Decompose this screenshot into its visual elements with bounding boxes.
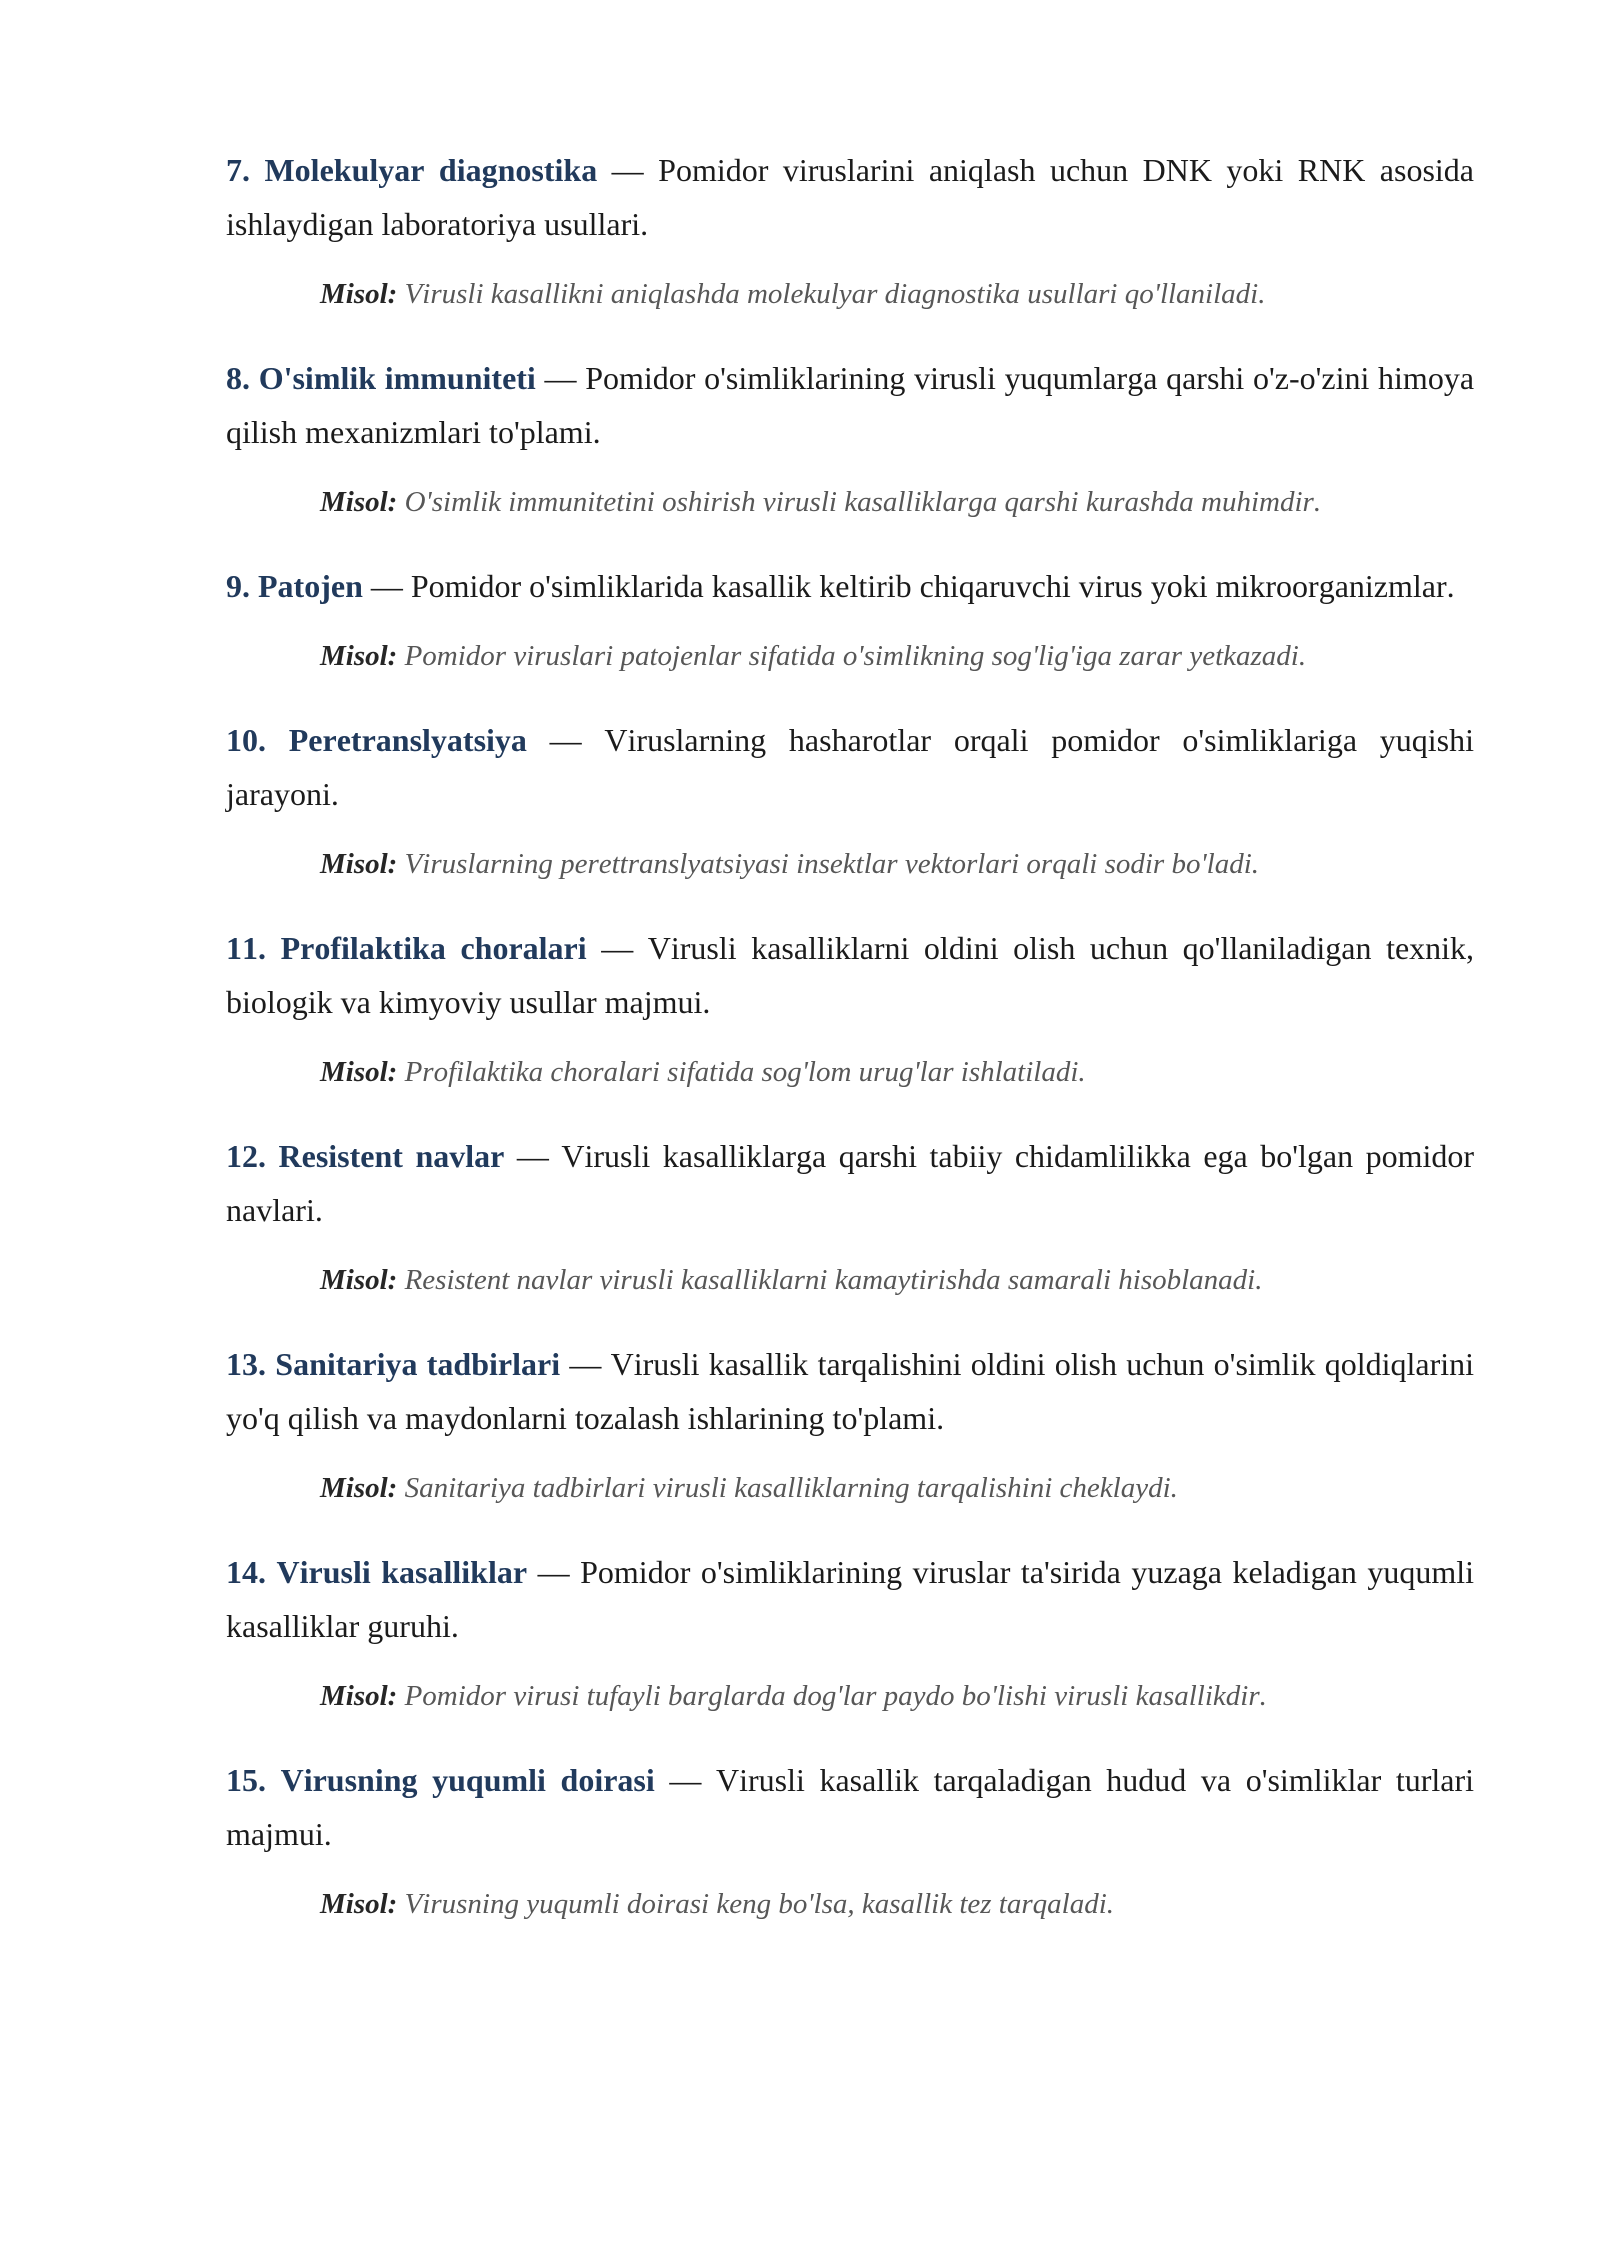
definition-paragraph [226,921,1474,1029]
example-label: Misol: [320,1056,398,1088]
term-heading [226,1346,560,1382]
term-title: Sanitariya tadbirlari [275,1346,561,1382]
definition-text: Virusli kasalliklarga qarshi tabiiy chidamlilikka ega bo'lgan pomidor navlari. [226,1138,1475,1228]
example-text: Pomidor viruslari patojenlar sifatida o'simlikning sog'lig'iga zarar yetkazadi. [404,640,1307,672]
example-label: Misol: [320,640,398,672]
example-line [320,482,1474,522]
example-text: Virusli kasallikni aniqlashda molekulyar diagnostika usullari qo'llaniladi. [404,278,1266,310]
example-text: Sanitariya tadbirlari virusli kasalliklarning tarqalishini cheklaydi. [404,1472,1178,1504]
definition-separator: — [669,1762,702,1798]
term-heading [226,152,597,188]
term-number: 8. [226,360,250,396]
definition-text: Viruslarning hasharotlar orqali pomidor o'simliklariga yuqishi jarayoni. [226,722,1474,812]
term-heading [226,1762,655,1798]
glossary-entry [226,351,1474,522]
example-line [320,1468,1474,1508]
term-heading [226,360,536,396]
definition-text: Virusli kasallik tarqaladigan hudud va o'simliklar turlari majmui. [226,1762,1475,1852]
example-label: Misol: [320,1472,398,1504]
glossary-entry [226,1337,1474,1508]
example-line [320,636,1474,676]
definition-paragraph [226,351,1474,459]
term-title: Peretranslyatsiya [288,722,527,758]
definition-paragraph [226,1129,1474,1237]
example-text: Pomidor virusi tufayli barglarda dog'lar paydo bo'lishi virusli kasallikdir. [404,1680,1267,1712]
term-heading [226,722,527,758]
term-number: 12. [226,1138,266,1174]
glossary-entry [226,1545,1474,1716]
term-title: Resistent navlar [278,1138,505,1174]
term-title: Patojen [258,568,363,604]
term-title: Molekulyar diagnostika [264,152,598,188]
example-text: Resistent navlar virusli kasalliklarni kamaytirishda samarali hisoblanadi. [404,1264,1263,1296]
term-number: 10. [226,722,266,758]
definition-paragraph [226,559,1474,613]
term-heading [226,1138,504,1174]
example-line [320,1052,1474,1092]
definition-paragraph [226,1753,1474,1861]
glossary-entry [226,559,1474,676]
term-title: O'simlik immuniteti [258,360,536,396]
term-number: 7. [226,152,250,188]
glossary-entry [226,1129,1474,1300]
definition-text: Virusli kasallik tarqalishini oldini olish uchun o'simlik qoldiqlarini yo'q qilish va maydonlarni tozalash ishlarining to'plami. [226,1346,1475,1436]
glossary-entry [226,1753,1474,1924]
glossary-page [226,143,1474,1961]
definition-separator: — [537,1554,570,1590]
term-number: 14. [226,1554,266,1590]
glossary-entry [226,143,1474,314]
definition-separator: — [569,1346,602,1382]
example-line [320,844,1474,884]
term-number: 13. [226,1346,266,1382]
term-heading [226,1554,527,1590]
example-label: Misol: [320,486,398,518]
glossary-entry [226,713,1474,884]
definition-separator: — [601,930,634,966]
definition-text: Pomidor o'simliklarining viruslar ta'sirida yuzaga keladigan yuqumli kasalliklar guruhi. [226,1554,1475,1644]
example-line [320,1884,1474,1924]
term-heading [226,568,363,604]
term-number: 11. [226,930,266,966]
example-text: O'simlik immunitetini oshirish virusli kasalliklarga qarshi kurashda muhimdir. [404,486,1322,518]
term-title: Profilaktika choralari [280,930,587,966]
definition-separator: — [370,568,403,604]
example-label: Misol: [320,278,398,310]
example-label: Misol: [320,1264,398,1296]
definition-text: Virusli kasalliklarni oldini olish uchun qo'llaniladigan texnik, biologik va kimyoviy usullar majmui. [226,930,1475,1020]
term-number: 9. [226,568,250,604]
example-line [320,1260,1474,1300]
definition-separator: — [549,722,582,758]
example-line [320,1676,1474,1716]
example-text: Profilaktika choralari sifatida sog'lom urug'lar ishlatiladi. [404,1056,1086,1088]
example-line [320,274,1474,314]
term-title: Virusli kasalliklar [276,1554,528,1590]
definition-separator: — [544,360,577,396]
definition-text: Pomidor viruslarini aniqlash uchun DNK yoki RNK asosida ishlaydigan laboratoriya usullari. [226,152,1475,242]
term-heading [226,930,587,966]
definition-text: Pomidor o'simliklarining virusli yuqumlarga qarshi o'z-o'zini himoya qilish mexanizmlari to'plami. [226,360,1475,450]
term-number: 15. [226,1762,266,1798]
definition-separator: — [611,152,644,188]
example-label: Misol: [320,848,398,880]
example-text: Virusning yuqumli doirasi keng bo'lsa, kasallik tez tarqaladi. [404,1888,1115,1920]
term-title: Virusning yuqumli doirasi [280,1762,655,1798]
example-label: Misol: [320,1888,398,1920]
definition-separator: — [516,1138,549,1174]
definition-paragraph [226,713,1474,821]
glossary-entry [226,921,1474,1092]
example-text: Viruslarning perettranslyatsiyasi insektlar vektorlari orqali sodir bo'ladi. [404,848,1260,880]
definition-paragraph [226,143,1474,251]
example-label: Misol: [320,1680,398,1712]
definition-paragraph [226,1337,1474,1445]
definition-paragraph [226,1545,1474,1653]
definition-text: Pomidor o'simliklarida kasallik keltirib chiqaruvchi virus yoki mikroorganizmlar. [410,568,1455,604]
